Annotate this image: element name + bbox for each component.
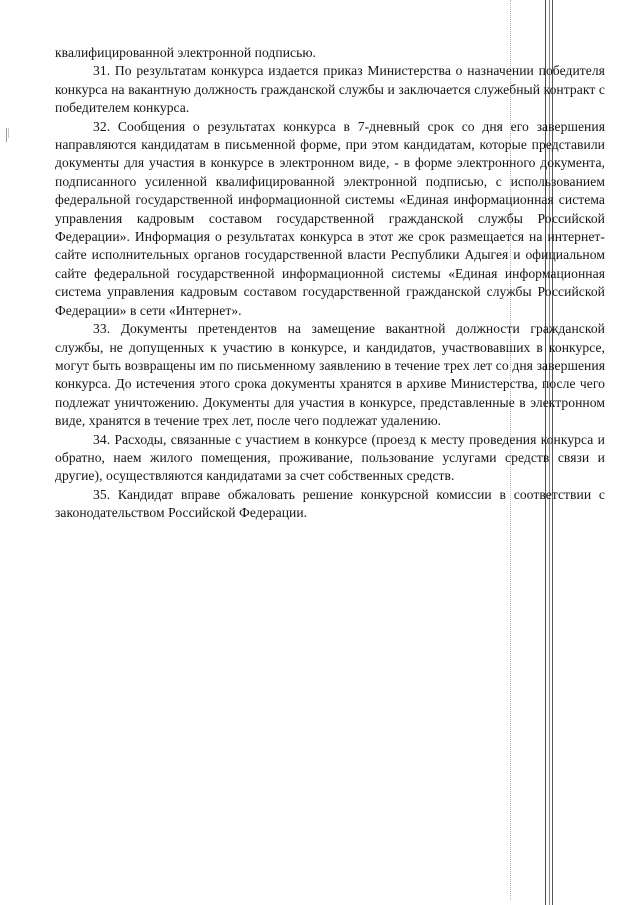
paragraph-35: 35. Кандидат вправе обжаловать решение конкурсной комиссии в соответствии с законодательством Российской Федерации. [55, 486, 605, 521]
paragraph-31: 31. По результатам конкурса издается приказ Министерства о назначении победителя конкурса на вакантную должность гражданской службы и заключается служебный контракт с победителем конкурса. [55, 63, 605, 116]
paragraph-34: 34. Расходы, связанные с участием в конкурсе (проезд к месту проведения конкурса и обратно, наем жилого помещения, проживание, пользование услугами средств связи и другие), осуществляются кандидатами за счет собственных средств. [55, 431, 605, 484]
scan-artifact-mark [8, 128, 9, 138]
scan-artifact-mark [6, 128, 7, 142]
document-body [55, 44, 605, 523]
paragraph-32: 32. Сообщения о результатах конкурса в 7-дневный срок со дня его завершения направляются кандидатам в письменной форме, при этом кандидатам, которые представили документы для участия в конкурсе в электронном виде, - в форме электронного документа, подписанного усиленной квалифицированной электронной подписью, с использованием федеральной государственной информационной системы «Единая информационная система управления кадровым составом государственной гражданской службы Российской Федерации». Информация о результатах конкурса в этот же срок размещается на интернет-сайте исполнительных органов государственной власти Республики Адыгея и официальном сайте федеральной государственной информационной системы «Единая информационная система управления кадровым составом государственной гражданской службы Российской Федерации» в сети «Интернет». [55, 118, 605, 318]
paragraph-continuation: квалифицированной электронной подписью. [55, 45, 317, 60]
paragraph-33: 33. Документы претендентов на замещение вакантной должности гражданской службы, не допущенных к участию в конкурсе, и кандидатов, участвовавших в конкурсе, могут быть возвращены им по письменному заявлению в течение трех лет со дня завершения конкурса. До истечения этого срока документы хранятся в архиве Министерства, после чего подлежат уничтожению. Документы для участия в конкурсе, представленные в электронном виде, хранятся в течение трех лет, после чего подлежат удалению. [55, 321, 605, 429]
